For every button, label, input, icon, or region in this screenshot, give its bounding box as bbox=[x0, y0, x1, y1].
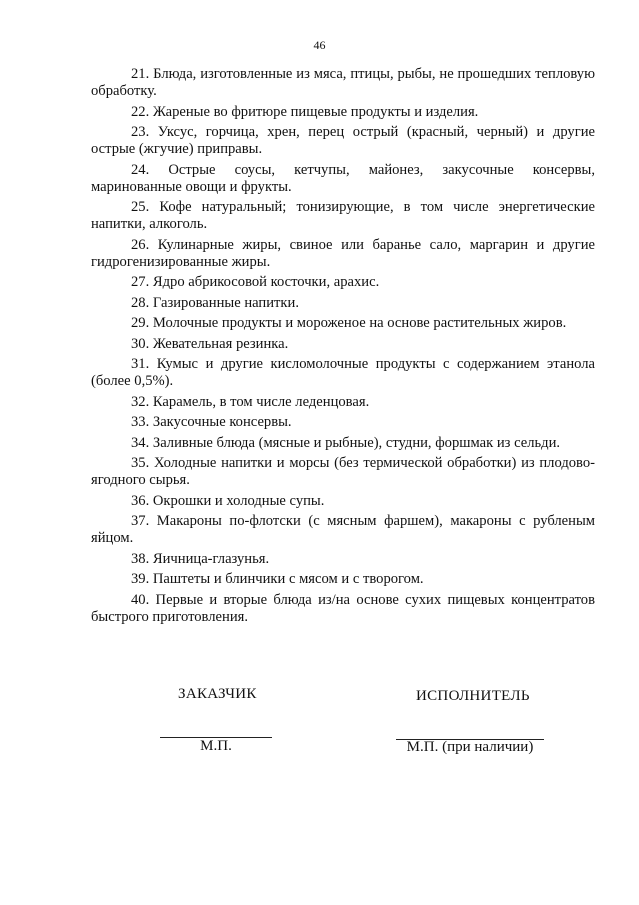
list-item: 38. Яичница-глазунья. bbox=[131, 550, 270, 567]
list-item: 37. Макароны по-флотски (с мясным фаршем), макароны с рубленым яйцом. bbox=[91, 513, 595, 546]
list-item: 40. Первые и вторые блюда из/на основе сухих пищевых концентратов быстрого приготовления. bbox=[91, 591, 595, 625]
list-item: 35. Холодные напитки и морсы (без термической обработки) из плодово-ягодного сырья. bbox=[91, 455, 595, 488]
list-item: 34. Заливные блюда (мясные и рыбные), студни, форшмак из сельди. bbox=[131, 434, 561, 451]
contractor-title: ИСПОЛНИТЕЛЬ bbox=[416, 688, 530, 704]
list-item: 30. Жевательная резинка. bbox=[131, 335, 289, 352]
prohibited-items-list bbox=[91, 66, 595, 629]
list-item: 24. Острые соусы, кетчупы, майонез, закусочные консервы, маринованные овощи и фрукты. bbox=[91, 161, 595, 195]
customer-stamp-label: М.П. bbox=[200, 738, 232, 754]
list-item: 23. Уксус, горчица, хрен, перец острый (красный, черный) и другие острые (жгучие) приправы. bbox=[91, 124, 595, 157]
list-item: 28. Газированные напитки. bbox=[131, 294, 299, 311]
list-item: 29. Молочные продукты и мороженое на основе растительных жиров. bbox=[131, 315, 567, 331]
list-item: 36. Окрошки и холодные супы. bbox=[131, 492, 325, 509]
list-item: 22. Жареные во фритюре пищевые продукты и изделия. bbox=[131, 103, 479, 120]
customer-title: ЗАКАЗЧИК bbox=[178, 686, 257, 702]
contractor-stamp-label: М.П. (при наличии) bbox=[406, 739, 534, 755]
list-item: 32. Карамель, в том числе леденцовая. bbox=[131, 393, 370, 410]
list-item: 27. Ядро абрикосовой косточки, арахис. bbox=[131, 274, 380, 290]
list-item: 33. Закусочные консервы. bbox=[131, 414, 292, 430]
list-item: 39. Паштеты и блинчики с мясом и с творогом. bbox=[131, 571, 424, 587]
list-item: 31. Кумыс и другие кисломолочные продукты с содержанием этанола (более 0,5%). bbox=[91, 356, 595, 389]
list-item: 25. Кофе натуральный; тонизирующие, в том числе энергетические напитки, алкоголь. bbox=[91, 199, 595, 232]
list-item: 21. Блюда, изготовленные из мяса, птицы, рыбы, не прошедших тепловую обработку. bbox=[91, 66, 595, 99]
list-item: 26. Кулинарные жиры, свиное или баранье сало, маргарин и другие гидрогенизированные жиры. bbox=[91, 236, 595, 270]
page-number: 46 bbox=[313, 38, 326, 52]
